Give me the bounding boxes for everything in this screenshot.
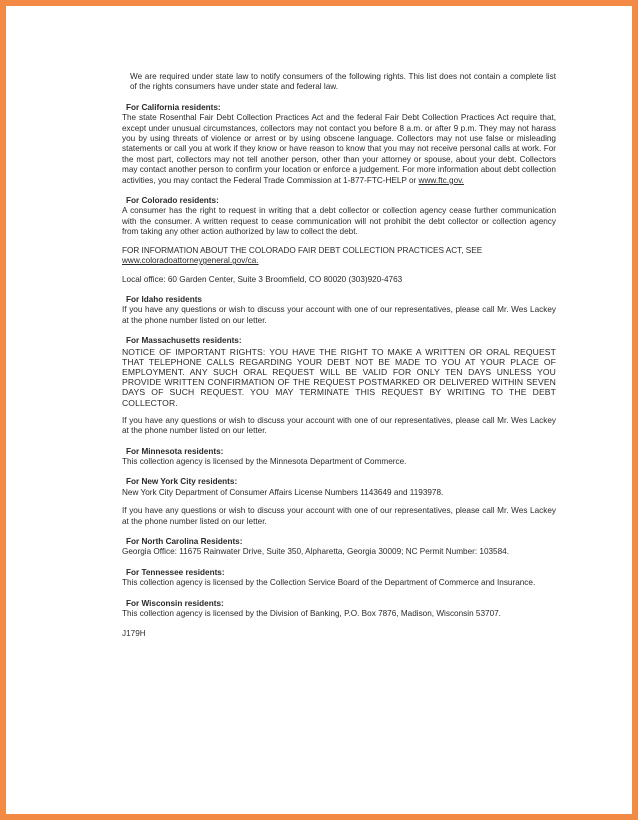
- section-heading: For Minnesota residents:: [126, 446, 224, 456]
- section-paragraph: New York City Department of Consumer Affairs License Numbers 1143649 and 1193978.: [122, 487, 444, 497]
- section-massachusetts: [122, 336, 556, 436]
- section-heading: For Idaho residents: [126, 294, 202, 304]
- document-code: J179H: [122, 629, 146, 639]
- section-minnesota: [122, 447, 556, 468]
- section-heading: For Wisconsin residents:: [126, 598, 224, 608]
- section-paragraph: Georgia Office: 11675 Rainwater Drive, Suite 350, Alpharetta, Georgia 30009; NC Permit Number: 103584.: [122, 547, 509, 557]
- section-north-carolina: [122, 537, 556, 558]
- massachusetts-notice: NOTICE OF IMPORTANT RIGHTS: YOU HAVE THE RIGHT TO MAKE A WRITTEN OR ORAL REQUEST THAT TELEPHONE CALLS REGARDING YOUR DEBT NOT BE MADE TO YOU AT YOUR PLACE OF EMPLOYMENT. ANY SUCH ORAL REQUEST WILL BE VALID FOR ONLY TEN DAYS UNLESS YOU PROVIDE WRITTEN CONFIRMATION OF THE REQUEST POSTMARKED OR DELIVERED WITHIN SEVEN DAYS OF SUCH REQUEST. YOU MAY TERMINATE THIS REQUEST BY WRITING TO THE DEBT COLLECTOR.: [122, 346, 556, 408]
- intro-paragraph: We are required under state law to notify consumers of the following rights. This list does not contain a complete list of the rights consumers have under state and federal law.: [130, 72, 556, 92]
- section-paragraph: This collection agency is licensed by the Minnesota Department of Commerce.: [122, 456, 407, 466]
- section-new-york-city: [122, 477, 556, 527]
- section-paragraph: If you have any questions or wish to discuss your account with one of our representatives, please call Mr. Wes Lackey at the phone number listed on our letter.: [122, 415, 556, 436]
- ftc-link[interactable]: www.ftc.gov.: [418, 175, 464, 185]
- section-wisconsin: [122, 599, 556, 620]
- document-content: [122, 72, 556, 648]
- section-paragraph-text: FOR INFORMATION ABOUT THE COLORADO FAIR DEBT COLLECTION PRACTICES ACT, SEE: [122, 245, 483, 255]
- section-idaho: [122, 295, 556, 326]
- section-paragraph-text: The state Rosenthal Fair Debt Collection Practices Act and the federal Fair Debt Collection Practices Act require that, except under unusual circumstances, collectors may not contact you before 8 a.m. or after 9 p.m. They may not harass you by using threats of violence or arrest or by using obscene language. Collectors may not use false or misleading statements or call you at work if they know or have reason to know that you may not receive personal calls at work. For the most part, collectors may not tell another person, other than your attorney or spouse, about your debt. Collectors may contact another person to confirm your location or enforce a judgement. For more information about debt collection activities, you may contact the Federal Trade Commission at 1-877-FTC-HELP or: [122, 113, 556, 185]
- section-paragraph: If you have any questions or wish to discuss your account with one of our representatives, please call Mr. Wes Lackey at the phone number listed on our letter.: [122, 506, 556, 526]
- section-heading: For Tennessee residents:: [126, 567, 225, 577]
- document-page: [6, 6, 632, 814]
- section-heading: For Colorado residents:: [126, 196, 219, 206]
- section-paragraph: This collection agency is licensed by the Division of Banking, P.O. Box 7876, Madison, Wisconsin 53707.: [122, 609, 501, 619]
- section-paragraph: [122, 246, 556, 267]
- local-office-line: Local office: 60 Garden Center, Suite 3 Broomfield, CO 80020 (303)920-4763: [122, 274, 403, 284]
- section-heading: For Massachusetts residents:: [126, 336, 242, 346]
- section-colorado: [122, 196, 556, 285]
- section-paragraph: [122, 113, 556, 186]
- section-heading: For North Carolina Residents:: [126, 537, 243, 546]
- section-paragraph: This collection agency is licensed by the Collection Service Board of the Department of Commerce and Insurance.: [122, 578, 536, 588]
- colorado-ag-link[interactable]: www.coloradoattorneygeneral.gov/ca.: [122, 256, 259, 266]
- section-california: [122, 103, 556, 186]
- section-heading: For California residents:: [126, 102, 221, 112]
- section-tennessee: [122, 568, 556, 589]
- section-heading: For New York City residents:: [126, 477, 238, 487]
- section-paragraph: If you have any questions or wish to discuss your account with one of our representatives, please call Mr. Wes Lackey at the phone number listed on our letter.: [122, 305, 556, 325]
- section-paragraph: A consumer has the right to request in writing that a debt collector or collection agency cease further communication with the consumer. A written request to cease communication will not prohibit the debt collector or collection agency from taking any other action authorized by law to collect the debt.: [122, 206, 556, 237]
